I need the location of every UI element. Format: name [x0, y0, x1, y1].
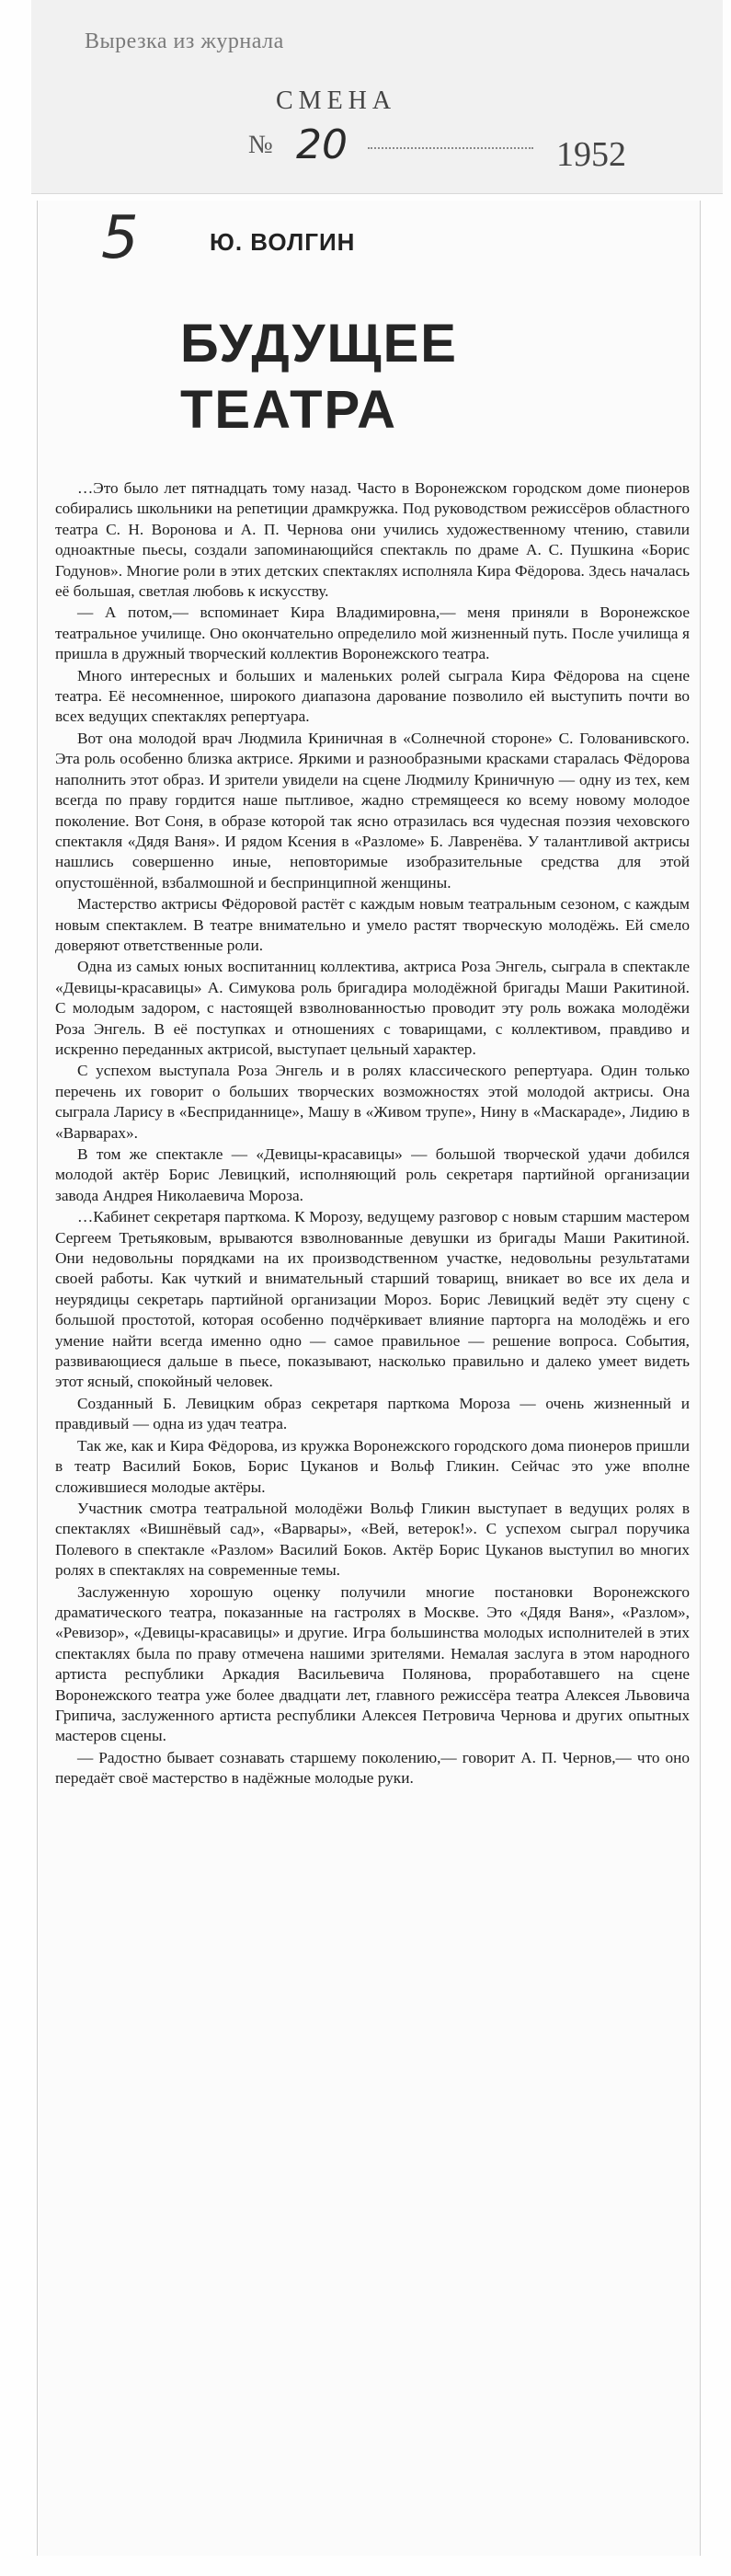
article-paragraph: Много интересных и больших и маленьких ролей сыграла Кира Фёдорова на сцене театра. Её несомненное, широкого диапазона дарование позволило ей выступить почти во всех ведущих спектаклях репертуара. [55, 666, 690, 726]
article-title [180, 311, 458, 443]
article-paragraph: Так же, как и Кира Фёдорова, из кружка Воронежского городского дома пионеров пришли в театр Василий Боков, Борис Цуканов и Вольф Гликин. Сейчас это уже вполне сложившиеся молодые актёры. [55, 1436, 690, 1496]
article-title-line-1: БУДУЩЕЕ [180, 314, 458, 374]
stamp-magazine-name: СМЕНА [276, 86, 397, 115]
stamp-number-label: № [248, 131, 273, 159]
article-paragraph: Созданный Б. Левицким образ секретаря парткома Мороза — очень жизненный и правдивый — одна из удач театра. [55, 1394, 690, 1433]
article-paragraph: — Радостно бывает сознавать старшему поколению,— говорит А. П. Чернов,— что оно передаёт своё мастерство в надёжные молодые руки. [55, 1748, 690, 1788]
article-paragraph: Мастерство актрисы Фёдоровой растёт с каждым новым театральным сезоном, с каждым новым спектаклем. В театре внимательно и умело растят творческую молодёжь. Ей смело доверяют ответственные роли. [55, 895, 690, 954]
article-paragraph: — А потом,— вспоминает Кира Владимировна,— меня приняли в Воронежское театральное училище. Оно окончательно определило мой жизненный путь. После училища я пришла в дружный творческий коллектив Воронежского театра. [55, 604, 690, 663]
article-paragraph: С успехом выступала Роза Энгель и в ролях классического репертуара. Один только перечень их говорит о больших творческих возможностях этой молодой актрисы. Она сыграла Ларису в «Бесприданнице», Машу в «Живом трупе», Нину в «Маскараде», Лидию в «Варварах». [55, 1062, 690, 1142]
stamp-dotted-line [368, 147, 533, 149]
article-author: Ю. ВОЛГИН [210, 228, 356, 256]
article-paragraph: В том же спектакле — «Девицы-красавицы» — большой творческой удачи добился молодой актёр Борис Левицкий, исполняющий роль секретаря партийной организации завода Андрея Николаевича Мороза. [55, 1145, 690, 1204]
article-paragraph: …Это было лет пятнадцать тому назад. Часто в Воронежском городском доме пионеров собирались школьники на репетиции драмкружка. Под руководством режиссёров областного театра С. Н. Воронова и А. П. Чернова они учились художественному чтению, ставили одноактные пьесы, создали запоминающийся спектакль по драме А. С. Пушкина «Борис Годунов». Многие роли в этих детских спектаклях исполняла Кира Фёдорова. Здесь началась её большая, светлая любовь к искусству. [55, 479, 690, 601]
stamp-source-label: Вырезка из журнала [85, 29, 284, 53]
article-paragraph: Участник смотра театральной молодёжи Вольф Гликин выступает в ведущих ролях в спектаклях «Вишнёвый сад», «Варвары», «Вей, ветерок!». С успехом сыграл поручика Полевого в спектакле «Разлом» Василий Боков. Актёр Борис Цуканов выступил во многих ролях в спектаклях на современные темы. [55, 1499, 690, 1580]
handwritten-issue-number: 20 [296, 121, 348, 168]
handwritten-page-number: 5 [101, 204, 139, 272]
article-paragraph: Вот она молодой врач Людмила Криничная в «Солнечной стороне» С. Голованивского. Эта роль особенно близка актрисе. Яркими и разнообразными красками старалась Фёдорова наполнить этот образ. И зрители увидели на сцене Людмилу Криничную — одну из тех, кем всегда по праву гордится наше пытливое, жадно стремящееся ко всему новому молодое поколение. Вот Соня, в образе которой так ясно отразилась вся чудесная поэзия чеховского спектакля «Дядя Ваня». И рядом Ксения в «Разломе» Б. Лавренёва. У талантливой актрисы нашлись совершенно иные, неповторимые изобразительные средства для этой опустошённой, взбалмошной и беспринципной женщины. [55, 729, 690, 891]
article-paragraph: Одна из самых юных воспитанниц коллектива, актриса Роза Энгель, сыграла в спектакле «Девицы-красавицы» А. Симукова роль бригадира молодёжной бригады Маши Ракитиной. С молодым задором, с настоящей взволнованностью проводит эту роль вожака молодёжи Роза Энгель. В её поступках и отношениях с товарищами, с коллективом, правдиво и искренно переданных актрисой, выступает цельный характер. [55, 958, 690, 1058]
article-title-line-2: ТЕАТРА [180, 380, 398, 440]
stamp-year: 1952 [556, 135, 626, 174]
article-paragraph: …Кабинет секретаря парткома. К Морозу, ведущему разговор с новым старшим мастером Сергеем Третьяковым, врываются взволнованные девушки из бригады Маши Ракитиной. Они недовольны порядками на их производственном участке, недовольны результатами своей работы. Как чуткий и внимательный старший товарищ, вникает во все их дела и неурядицы секретарь партийной организации Мороз. Борис Левицкий ведёт эту сцену с большой простотой, которая особенно подчёркивает влияние парторга на молодёжь и его умение найти всегда именно одно — самое правильное — решение вопроса. События, развивающиеся дальше в пьесе, показывают, насколько правильно и далеко умеет видеть этот ясный, спокойный человек. [55, 1208, 690, 1391]
article-body [55, 478, 690, 1790]
article-paragraph: Заслуженную хорошую оценку получили многие постановки Воронежского драматического театра, показанные на гастролях в Москве. Это «Дядя Ваня», «Разлом», «Ревизор», «Девицы-красавицы» и другие. Игра большинства молодых исполнителей в этих спектаклях была по праву отмечена нашими зрителями. Немалая заслуга в этом народного артиста республики Аркадия Васильевича Полянова, проработавшего на сцене Воронежского театра уже более двадцати лет, главного режиссёра театра Алексея Львовича Грипича, заслуженного артиста республики Алексея Петровича Чернова и других опытных мастеров сцены. [55, 1582, 690, 1745]
